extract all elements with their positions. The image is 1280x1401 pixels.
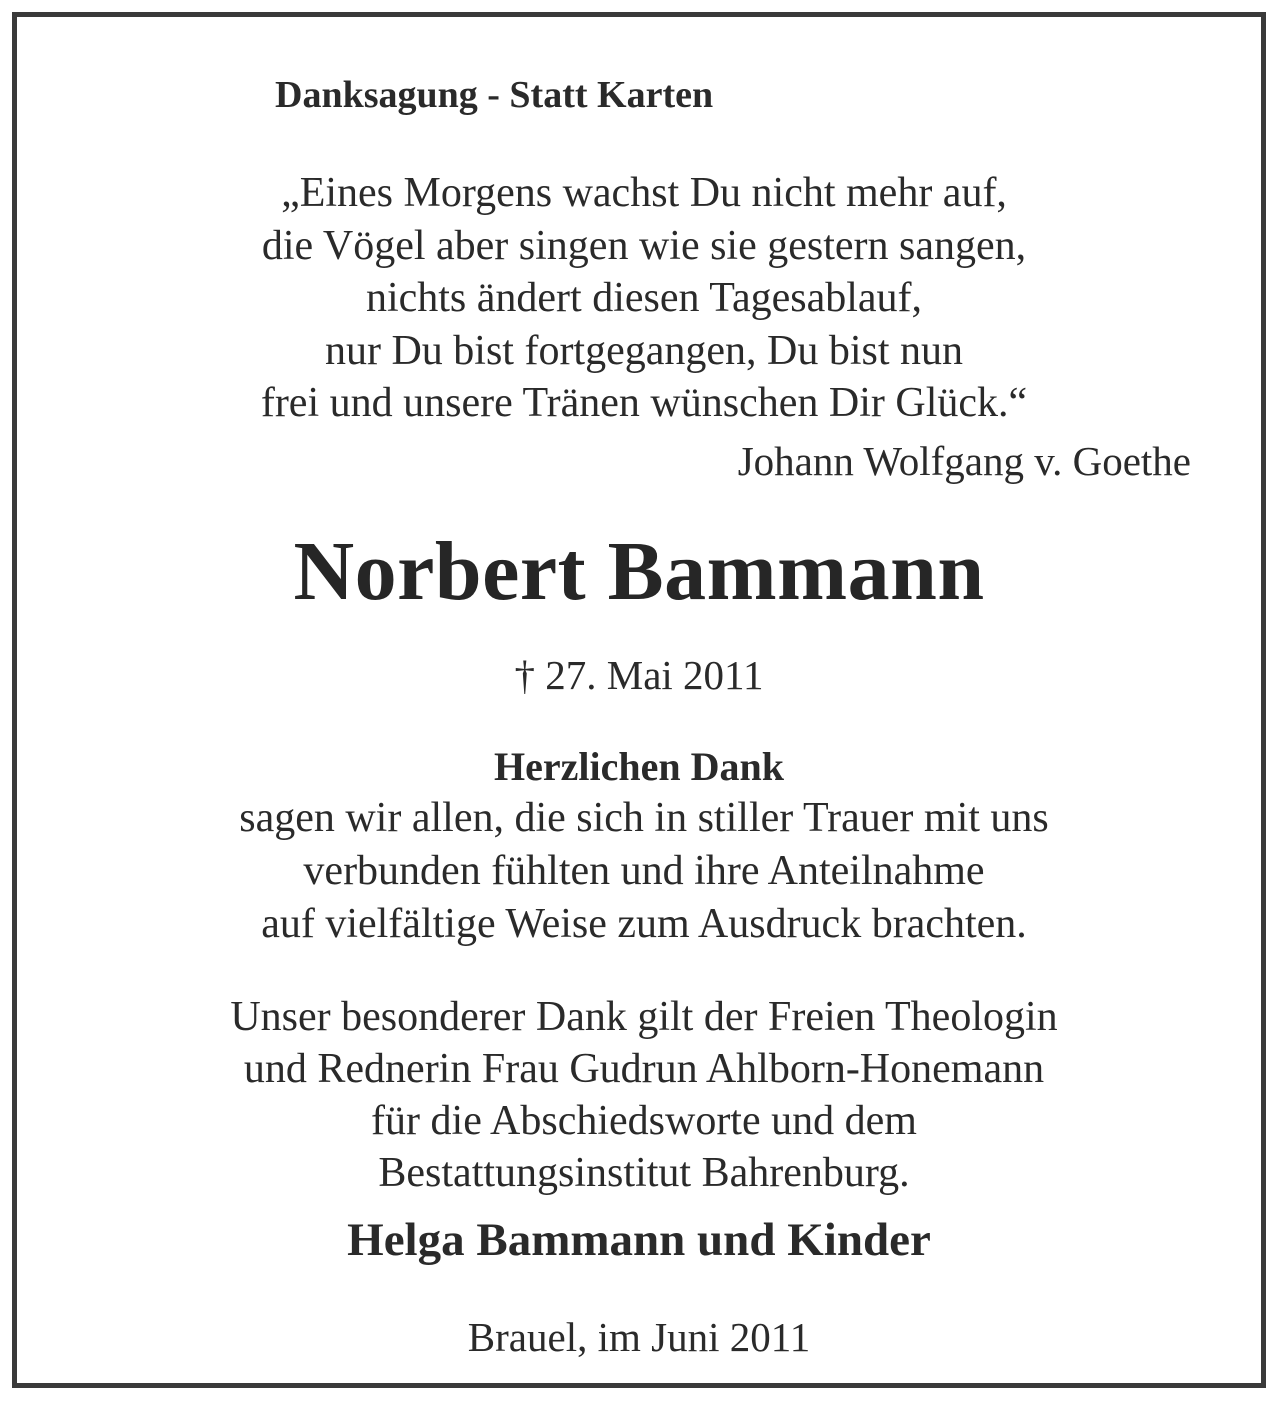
- ad-header: Danksagung - Statt Karten: [275, 74, 714, 116]
- quote-line-3: nichts ändert diesen Tagesablauf,: [365, 275, 923, 321]
- goethe-quote: [27, 167, 1261, 430]
- special-thanks-line-3: für die Abschiedsworte und dem: [371, 1098, 917, 1144]
- quote-line-1: „Eines Morgens wachst Du nicht mehr auf,: [281, 170, 1007, 216]
- death-date: † 27. Mai 2011: [514, 652, 764, 698]
- deceased-name: Norbert Bammann: [293, 525, 985, 618]
- quote-line-2: die Vögel aber singen wie sie gestern sangen,: [261, 222, 1027, 269]
- thanks-heading: Herzlichen Dank: [494, 744, 784, 789]
- special-thanks: [27, 991, 1261, 1199]
- quote-line-4: nur Du bist fortgegangen, Du bist nun: [324, 327, 964, 374]
- quote-author: Johann Wolfgang v. Goethe: [737, 438, 1191, 484]
- place-date: Brauel, im Juni 2011: [467, 1314, 811, 1360]
- special-thanks-line-1: Unser besonderer Dank gilt der Freien Theologin: [230, 994, 1058, 1040]
- thanks-line-1: sagen wir allen, die sich in stiller Trauer mit uns: [239, 795, 1049, 841]
- thanks-line-3: auf vielfältige Weise zum Ausdruck brachten.: [261, 901, 1027, 947]
- obituary-ad-frame: [12, 12, 1266, 1388]
- thanks-body: [27, 792, 1261, 951]
- family-signature: Helga Bammann und Kinder: [347, 1214, 931, 1266]
- special-thanks-line-4: Bestattungsinstitut Bahrenburg.: [378, 1150, 910, 1196]
- quote-line-5: frei und unsere Tränen wünschen Dir Glück.“: [260, 380, 1028, 426]
- special-thanks-line-2: und Rednerin Frau Gudrun Ahlborn-Honemann: [243, 1046, 1045, 1092]
- thanks-line-2: verbunden fühlten und ihre Anteilnahme: [303, 848, 985, 894]
